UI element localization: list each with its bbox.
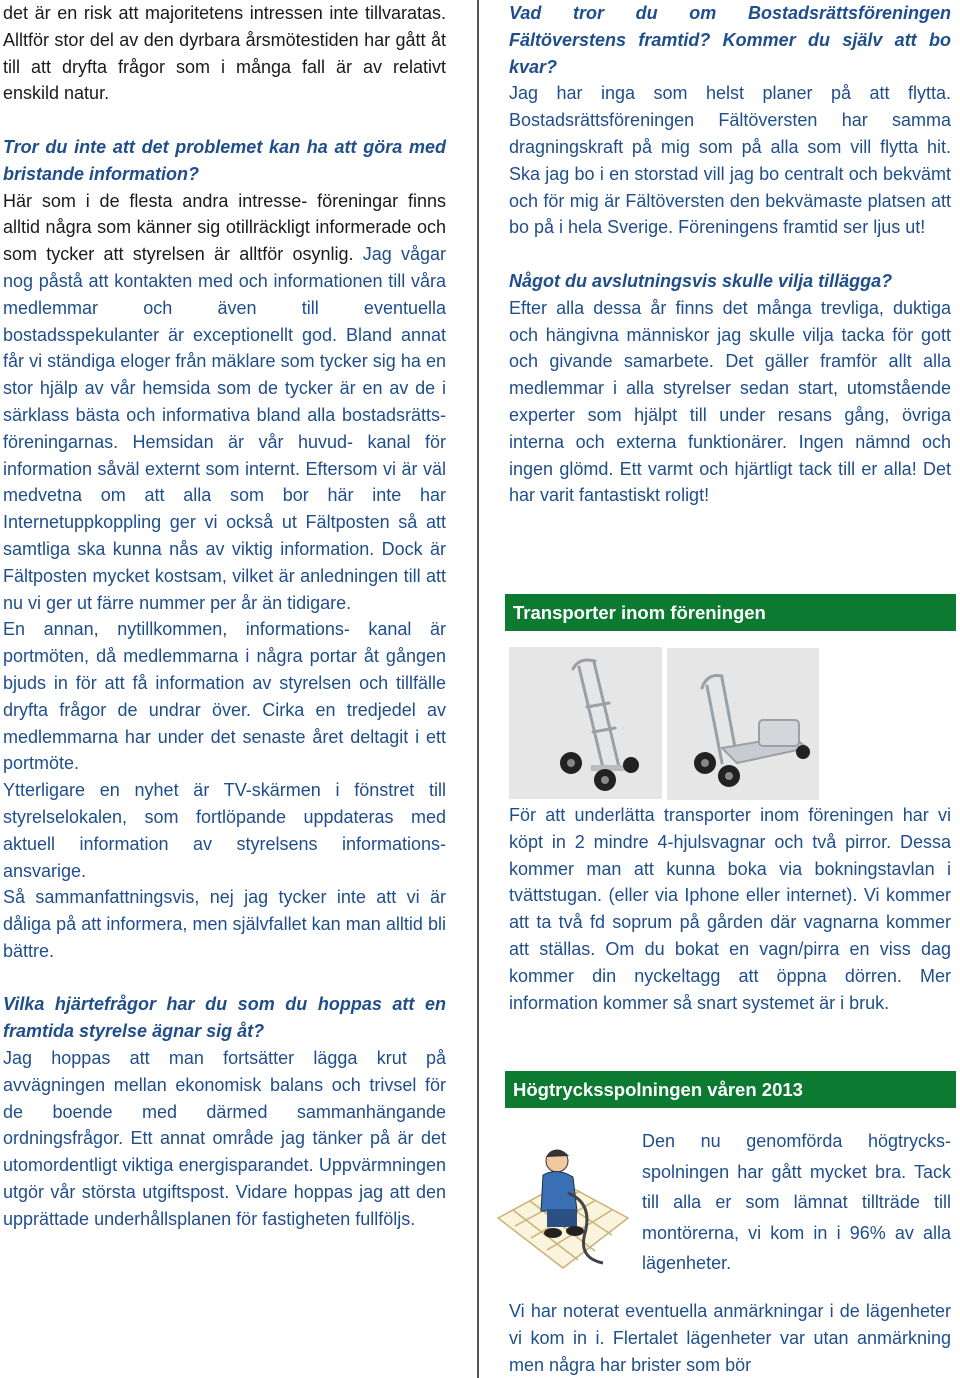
answer-information-body: Jag vågar nog påstå att kontakten med och informationen till våra medlemmar och även till eventuella bostadsspekulanter är exceptionellt god. Bland annat får vi ständiga eloger från mäklare som tycker sig ha en stor hjälp av vår hemsida som de tycker är en av de i särklass bästa och informativa bland alla bostadsrätts- föreningarnas. Hemsidan är vår huvud- kanal för information såväl externt som internt. Eftersom vi är väl medvetna om att alla som bor här inte har Internetuppkoppling ger vi också ut Fältposten så att samtliga ska kunna nås av viktig information. Dock är Fältposten mycket kostsam, vilket är anledningen till att nu vi ger ut färre nummer per år än tidigare.	[3, 244, 446, 613]
hogtryck-continued	[509, 1298, 951, 1378]
hogtryck-intro	[642, 1126, 951, 1279]
right-column-top	[509, 0, 951, 509]
answer-final-words: Efter alla dessa år finns det många trevliga, duktiga och hängivna människor jag skulle vilja tacka för gott och givande samarbete. Det gäller framför allt alla medlemmar i alla styrelser sedan start, utomstående experter som hjälpt till under resans gång, övriga interna och externa funktionärer. Ingen nämnd och ingen glömd. Ett varmt och hjärtligt tack till er alla! Det har varit fantastiskt roligt!	[509, 297, 951, 506]
answer-tv-screen: Ytterligare en nyhet är TV-skärmen i fönstret till styrelselokalen, som fortlöpande uppdateras med aktuell information av styrelsens informations- ansvarige.	[3, 780, 446, 881]
question-information: Tror du inte att det problemet kan ha att göra med bristande information?	[3, 136, 446, 184]
hogtryck-paragraph-1: Den nu genomförda högtrycks- spolningen har gått mycket bra. Tack till alla er som lämnat tillträde till montörerna, vi kom in i 96% av alla lägenheter.	[642, 1131, 951, 1274]
hand-truck-platform-image	[667, 648, 819, 800]
heading-transporter: Transporter inom föreningen	[505, 594, 956, 631]
answer-heart-issues: Jag hoppas att man fortsätter lägga krut på avvägningen mellan ekonomisk balans och trivsel för de boende med därmed sammanhängande ordningsfrågor. Ett annat område jag tänker på är det utomordentligt viktiga energisparandet. Uppvärmningen utgör vår största utgiftspost. Vidare hoppas jag att den upprättade underhållsplanen för fastigheten fullföljs.	[3, 1048, 446, 1229]
intro-paragraph: det är en risk att majoritetens intressen inte tillvaratas. Alltför stor del av den dyrbara årsmötestiden har gått åt till att dryfta frågor som i många fall är av relativt enskild natur.	[3, 3, 446, 104]
transport-section	[509, 802, 951, 1016]
answer-portmoten: En annan, nytillkommen, informations- kanal är portmöten, då medlemmarna i några portar åt gången bjuds in för att få information av styrelsen och tillfälle dryfta frågor de undrar över. Cirka en tredjedel av medlemmarna har under det senaste året deltagit i ett portmöte.	[3, 619, 446, 774]
question-future: Vad tror du om Bostadsrättsföreningen Fältöverstens framtid? Kommer du själv att bo kvar?	[509, 3, 951, 77]
plumber-illustration	[493, 1123, 633, 1273]
hogtryck-paragraph-2: Vi har noterat eventuella anmärkningar i de lägenheter vi kom in i. Flertalet lägenheter var utan anmärkning men några har brister som bör	[509, 1301, 951, 1375]
hand-truck-upright-image	[509, 647, 662, 799]
column-divider	[477, 0, 479, 1378]
transport-paragraph: För att underlätta transporter inom föreningen har vi köpt in 2 mindre 4-hjulsvagnar och två pirror. Dessa kommer man att kunna boka via bokningstavlan i tvättstugan. (eller via Iphone eller internet). Vi kommer att ta två fd soprum på gården där vagnarna kommer att ställas. Om du bokat en vagn/pirra en viss dag kommer din nyckeltagg att öppna dörren. Mer information kommer så snart systemet är i bruk.	[509, 805, 951, 1013]
left-column	[3, 0, 446, 1233]
answer-information	[3, 188, 446, 617]
question-heart-issues: Vilka hjärtefrågor har du som du hoppas att en framtida styrelse ägnar sig åt?	[3, 994, 446, 1042]
heading-hogtrycksspolning: Högtrycksspolningen våren 2013	[505, 1071, 956, 1108]
answer-summary: Så sammanfattningsvis, nej jag tycker inte att vi är dåliga på att informera, men självfallet kan man alltid bli bättre.	[3, 887, 446, 961]
answer-information-intro: Här som i de flesta andra intresse- föreningar finns alltid några som känner sig otillräckligt informerade och som tycker att styrelsen är alltför osynlig.	[3, 190, 446, 265]
answer-future: Jag har inga som helst planer på att flytta. Bostadsrättsföreningen Fältöversten har samma dragningskraft på mig som på alla som vill flytta hit. Ska jag bo i en storstad vill jag bo centralt och bekvämt och för mig är Fältöversten den bekvämaste platsen att bo på i hela Sverige. Föreningens framtid ser ljus ut!	[509, 83, 951, 238]
question-final-words: Något du avslutningsvis skulle vilja tillägga?	[509, 270, 893, 291]
